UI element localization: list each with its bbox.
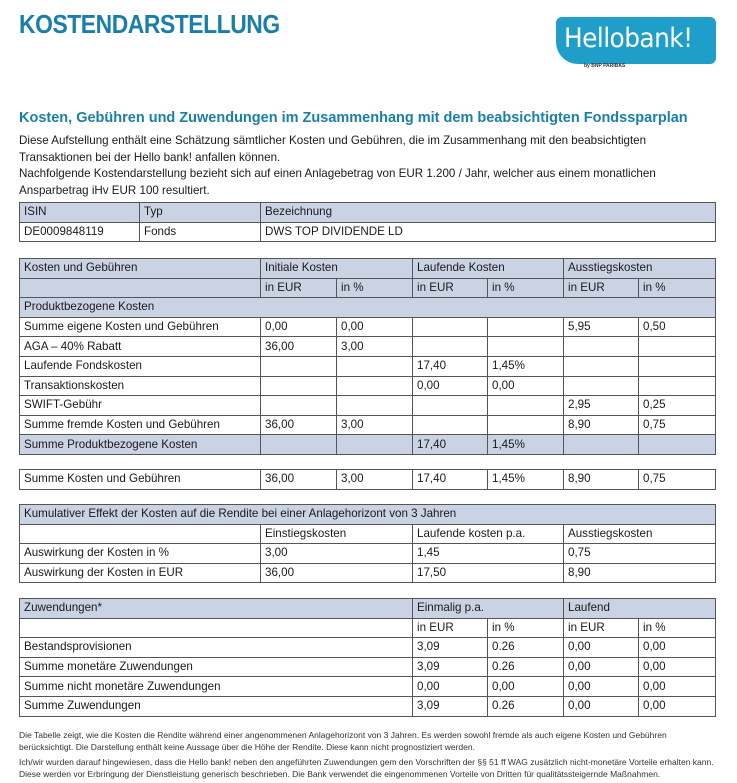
- table-cell: Summe Zuwendungen: [20, 696, 413, 716]
- table-header-row: [20, 203, 716, 223]
- table-header-cell: in EUR: [413, 278, 488, 298]
- table-header-cell: Laufend: [564, 599, 716, 619]
- intro-paragraph: Diese Aufstellung enthält eine Schätzung sämtlicher Kosten und Gebühren, die im Zusammenhang mit den beabsichtigten Transaktionen bei der Hello bank! anfallen können.: [19, 134, 647, 164]
- table-cell: DE0009848119: [20, 222, 140, 242]
- table-cell: Summe monetäre Zuwendungen: [20, 657, 413, 677]
- table-title-row: [20, 505, 716, 525]
- table-cell: [639, 356, 716, 376]
- cumulative-table: [19, 504, 716, 583]
- table-cell: [261, 396, 337, 416]
- table-cell: Laufende Fondskosten: [20, 356, 261, 376]
- table-cell: 2,95: [564, 396, 639, 416]
- table-cell: 8,90: [564, 415, 639, 435]
- table-header-cell: in %: [488, 618, 564, 638]
- table-section-cell: Produktbezogene Kosten: [20, 298, 716, 318]
- table-row: [20, 677, 716, 697]
- table-cell: 0,00: [413, 376, 488, 396]
- table-cell: 0,75: [639, 415, 716, 435]
- table-cell: [337, 435, 413, 455]
- table-cell: 17,40: [413, 435, 488, 455]
- table-cell: [564, 337, 639, 357]
- table-cell: 3,00: [337, 415, 413, 435]
- table-cell: [639, 337, 716, 357]
- table-cell: 36,00: [261, 337, 337, 357]
- table-cell: [261, 356, 337, 376]
- table-cell: 0,75: [564, 544, 716, 564]
- table-header-cell: Ausstiegskosten: [564, 524, 716, 544]
- table-cell: 0.26: [488, 638, 564, 658]
- table-cell: 5,95: [564, 317, 639, 337]
- table-cell: 0.26: [488, 657, 564, 677]
- table-header-cell: in %: [488, 278, 564, 298]
- table-row: [20, 415, 716, 435]
- table-header-row: [20, 259, 716, 279]
- table-cell: Summe fremde Kosten und Gebühren: [20, 415, 261, 435]
- table-cell: 1,45: [413, 544, 564, 564]
- table-row: [20, 544, 716, 564]
- table-cell: 0,00: [564, 677, 639, 697]
- table-cell: Auswirkung der Kosten in %: [20, 544, 261, 564]
- table-header-cell: Kosten und Gebühren: [20, 259, 261, 279]
- section-heading: Kosten, Gebühren und Zuwendungen im Zusammenhang mit dem beabsichtigten Fondssparplan: [19, 110, 688, 126]
- table-cell: 0.26: [488, 696, 564, 716]
- table-header-cell: in %: [639, 618, 716, 638]
- table-header-cell: [20, 278, 261, 298]
- table-cell: 0,00: [337, 317, 413, 337]
- table-cell: 0,00: [261, 317, 337, 337]
- table-cell: [337, 356, 413, 376]
- table-row: [20, 638, 716, 658]
- table-cell: 0,50: [639, 317, 716, 337]
- intro-text: [19, 133, 719, 199]
- table-cell: [488, 415, 564, 435]
- table-cell: Fonds: [140, 222, 261, 242]
- table-row: [20, 317, 716, 337]
- table-cell: 1,45%: [488, 356, 564, 376]
- security-table: [19, 202, 716, 242]
- table-row: [20, 657, 716, 677]
- table-section-row: [20, 298, 716, 318]
- table-cell: [564, 356, 639, 376]
- table-row: [20, 222, 716, 242]
- zuwendungen-table: [19, 598, 716, 717]
- table-header-cell: Bezeichnung: [261, 203, 716, 223]
- table-cell: [564, 376, 639, 396]
- table-header-cell: in EUR: [564, 618, 639, 638]
- table-cell: SWIFT-Gebühr: [20, 396, 261, 416]
- table-header-cell: Einmalig p.a.: [413, 599, 564, 619]
- table-cell: 0,00: [564, 657, 639, 677]
- table-header-cell: in EUR: [261, 278, 337, 298]
- page-title: KOSTENDARSTELLUNG: [19, 9, 280, 39]
- table-header-cell: Ausstiegskosten: [564, 259, 716, 279]
- table-header-cell: Einstiegskosten: [261, 524, 413, 544]
- table-cell: DWS TOP DIVIDENDE LD: [261, 222, 716, 242]
- table-cell: Summe nicht monetäre Zuwendungen: [20, 677, 413, 697]
- table-cell: 3,00: [337, 337, 413, 357]
- table-cell: [639, 376, 716, 396]
- table-cell: Summe Kosten und Gebühren: [20, 470, 261, 490]
- table-cell: 0,00: [639, 657, 716, 677]
- table-cell: 3,00: [261, 544, 413, 564]
- table-cell: 36,00: [261, 563, 413, 583]
- table-header-cell: [20, 524, 261, 544]
- table-cell: 3,09: [413, 696, 488, 716]
- table-header-cell: ISIN: [20, 203, 140, 223]
- table-cell: [413, 337, 488, 357]
- table-units-row: [20, 618, 716, 638]
- table-cell: 8,90: [564, 470, 639, 490]
- table-cell: [261, 376, 337, 396]
- table-row: [20, 470, 716, 490]
- table-cell: 17,40: [413, 356, 488, 376]
- table-row: [20, 396, 716, 416]
- table-cell: 0,00: [413, 677, 488, 697]
- footer-notes: [19, 729, 719, 783]
- table-row: [20, 376, 716, 396]
- table-cell: Bestandsprovisionen: [20, 638, 413, 658]
- table-header-cell: in EUR: [564, 278, 639, 298]
- table-cell: [413, 317, 488, 337]
- table-row: [20, 337, 716, 357]
- table-row: [20, 563, 716, 583]
- table-cell: Auswirkung der Kosten in EUR: [20, 563, 261, 583]
- table-cell: [337, 396, 413, 416]
- table-cell: 1,45%: [488, 470, 564, 490]
- table-cell: 8,90: [564, 563, 716, 583]
- footer-note: Die Tabelle zeigt, wie die Kosten die Rendite während einer angenommenen Anlagehorizont von 3 Jahren. Es werden sowohl fremde als auch eigene Kosten und Gebühren berücksichtigt. Die Darstellung enthält keine Aussage über die Höhe der Rendite. Diese kann nicht prognostiziert werden.: [19, 730, 667, 752]
- table-cell: 1,45%: [488, 435, 564, 455]
- table-cell: 0,00: [564, 696, 639, 716]
- table-header-cell: in %: [337, 278, 413, 298]
- table-sum-row: [20, 435, 716, 455]
- table-header-cell: Zuwendungen*: [20, 599, 413, 619]
- table-cell: Summe eigene Kosten und Gebühren: [20, 317, 261, 337]
- table-cell: 0,00: [639, 677, 716, 697]
- table-cell: [413, 396, 488, 416]
- table-cell: [337, 376, 413, 396]
- table-cell: 36,00: [261, 415, 337, 435]
- costs-table: [19, 258, 716, 455]
- table-cell: [488, 396, 564, 416]
- table-header-cell: in EUR: [413, 618, 488, 638]
- table-cell: [639, 435, 716, 455]
- table-row: [20, 356, 716, 376]
- table-cell: 0,00: [488, 376, 564, 396]
- table-cell: 3,00: [337, 470, 413, 490]
- table-header-cell: Laufende Kosten: [413, 259, 564, 279]
- table-cell: 0,00: [564, 638, 639, 658]
- table-cell: 0,00: [488, 677, 564, 697]
- table-header-cell: [20, 618, 413, 638]
- hellobank-logo: [556, 17, 716, 64]
- table-cell: [564, 435, 639, 455]
- intro-paragraph: Nachfolgende Kostendarstellung bezieht sich auf einen Anlagebetrag von EUR 1.200 / Jahr, welcher aus einem monatlichen Ansparbetrag iHv EUR 100 resultiert.: [19, 167, 656, 197]
- table-cell: 0,25: [639, 396, 716, 416]
- table-header-row: [20, 599, 716, 619]
- table-cell: AGA – 40% Rabatt: [20, 337, 261, 357]
- table-cell: [413, 415, 488, 435]
- total-table: [19, 469, 716, 490]
- table-cell: 0,75: [639, 470, 716, 490]
- table-cell: 36,00: [261, 470, 337, 490]
- logo-wordmark: Hellobank!: [564, 23, 693, 54]
- table-header-cell: Typ: [140, 203, 261, 223]
- table-cell: [261, 435, 337, 455]
- table-cell: 0,00: [639, 696, 716, 716]
- table-cell: [488, 337, 564, 357]
- table-header-cell: Initiale Kosten: [261, 259, 413, 279]
- table-cell: [488, 317, 564, 337]
- table-cell: 17,40: [413, 470, 488, 490]
- table-cell: Summe Produktbezogene Kosten: [20, 435, 261, 455]
- table-cell: 3,09: [413, 657, 488, 677]
- table-row: [20, 696, 716, 716]
- table-cell: Transaktionskosten: [20, 376, 261, 396]
- table-header-cell: Laufende kosten p.a.: [413, 524, 564, 544]
- table-header-cell: in %: [639, 278, 716, 298]
- table-header-row: [20, 524, 716, 544]
- table-title-cell: Kumulativer Effekt der Kosten auf die Rendite bei einer Anlagehorizont von 3 Jahren: [20, 505, 716, 525]
- table-units-row: [20, 278, 716, 298]
- logo-subline: by BNP PARIBAS: [584, 63, 626, 69]
- table-cell: 3,09: [413, 638, 488, 658]
- footer-note: Ich/wir wurden darauf hingewiesen, dass die Hello bank! neben den angeführten Zuwendungen gem den Vorschriften der §§ 51 ff WAG zusätzlich nicht-monetäre Vorteile erhalten kann. Diese werden vor Erbringung der Dienstleistung generisch beschrieben. Die Bank verwendet die eingenommenen Vorteile von Dritten für qualitätssteigernde Maßnahmen.: [19, 757, 714, 779]
- table-cell: 17,50: [413, 563, 564, 583]
- table-cell: 0,00: [639, 638, 716, 658]
